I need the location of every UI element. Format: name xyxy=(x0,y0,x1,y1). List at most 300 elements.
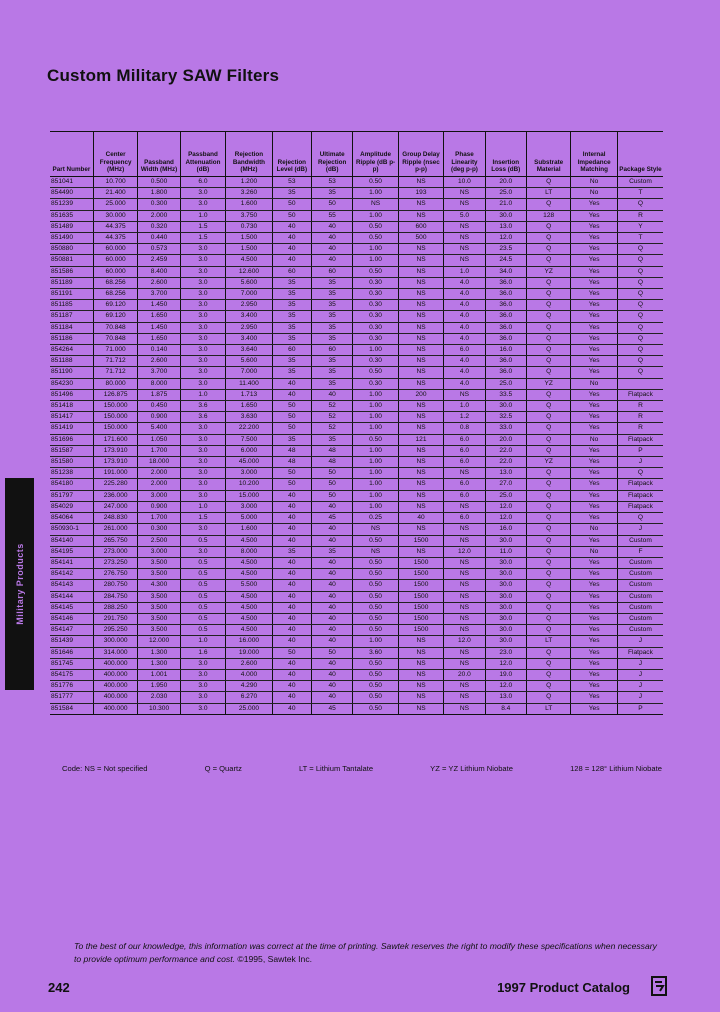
table-cell: Custom xyxy=(617,557,663,568)
table-cell: 30.0 xyxy=(485,613,526,624)
table-cell: 3.0 xyxy=(180,669,225,680)
table-cell: LT xyxy=(526,188,570,199)
table-cell: 0.50 xyxy=(353,613,398,624)
table-cell: 5.500 xyxy=(226,580,273,591)
table-cell: 8.000 xyxy=(226,546,273,557)
table-cell: 40 xyxy=(398,513,443,524)
table-cell: Yes xyxy=(571,244,618,255)
table-cell: 6.0 xyxy=(180,177,225,188)
table-cell: 4.300 xyxy=(138,580,180,591)
table-cell: 1.650 xyxy=(138,311,180,322)
table-cell: 3.500 xyxy=(138,625,180,636)
table-cell: Q xyxy=(617,244,663,255)
table-cell: 3.000 xyxy=(138,490,180,501)
table-cell: Yes xyxy=(571,389,618,400)
table-cell: 3.0 xyxy=(180,356,225,367)
column-header: Insertion Loss (dB) xyxy=(485,132,526,177)
table-cell: 3.6 xyxy=(180,412,225,423)
table-cell: 55 xyxy=(311,210,352,221)
table-cell: 851777 xyxy=(50,692,93,703)
table-cell: 3.0 xyxy=(180,199,225,210)
table-cell: Custom xyxy=(617,535,663,546)
table-cell: 70.848 xyxy=(93,333,137,344)
table-cell: Yes xyxy=(571,356,618,367)
table-body xyxy=(50,177,663,715)
table-cell: 12.0 xyxy=(485,501,526,512)
table-cell: 851187 xyxy=(50,311,93,322)
table-cell: 69.120 xyxy=(93,300,137,311)
table-cell: J xyxy=(617,658,663,669)
table-cell: 50 xyxy=(311,468,352,479)
table-cell: Q xyxy=(617,289,663,300)
table-cell: 50 xyxy=(272,423,311,434)
table-cell: 0.50 xyxy=(353,177,398,188)
table-cell: 35 xyxy=(311,311,352,322)
table-cell: 851190 xyxy=(50,367,93,378)
table-row xyxy=(50,557,663,568)
table-cell: Q xyxy=(526,569,570,580)
table-cell: 851490 xyxy=(50,233,93,244)
table-cell: 16.000 xyxy=(226,636,273,647)
table-cell: 3.630 xyxy=(226,412,273,423)
table-cell: 0.30 xyxy=(353,356,398,367)
table-cell: 1.713 xyxy=(226,389,273,400)
table-cell: NS xyxy=(444,625,485,636)
table-cell: Yes xyxy=(571,513,618,524)
table-cell: NS xyxy=(444,389,485,400)
table-cell: 40 xyxy=(311,613,352,624)
table-cell: 0.30 xyxy=(353,378,398,389)
table-cell: 854144 xyxy=(50,591,93,602)
table-cell: YZ xyxy=(526,378,570,389)
table-cell: NS xyxy=(398,199,443,210)
table-cell: Q xyxy=(526,389,570,400)
table-cell: 0.50 xyxy=(353,681,398,692)
table-cell: Yes xyxy=(571,266,618,277)
table-cell: 236.000 xyxy=(93,490,137,501)
table-cell: 35 xyxy=(272,434,311,445)
table-cell: 1.450 xyxy=(138,300,180,311)
table-cell: 30.0 xyxy=(485,210,526,221)
table-cell: 50 xyxy=(272,401,311,412)
table-cell: 1.500 xyxy=(226,233,273,244)
column-header: Ultimate Rejection (dB) xyxy=(311,132,352,177)
table-cell: 35 xyxy=(272,300,311,311)
table-cell: 1.600 xyxy=(226,199,273,210)
table-cell: 20.0 xyxy=(485,177,526,188)
table-cell: Q xyxy=(526,658,570,669)
table-cell: 3.0 xyxy=(180,300,225,311)
table-row xyxy=(50,602,663,613)
table-cell: 30.0 xyxy=(485,401,526,412)
table-cell: NS xyxy=(444,647,485,658)
table-cell: 3.0 xyxy=(180,277,225,288)
table-cell: 53 xyxy=(311,177,352,188)
table-cell: NS xyxy=(398,658,443,669)
table-cell: 3.0 xyxy=(180,289,225,300)
table-cell: Yes xyxy=(571,692,618,703)
table-cell: 36.0 xyxy=(485,333,526,344)
table-cell: 3.0 xyxy=(180,457,225,468)
table-cell: Custom xyxy=(617,613,663,624)
table-cell: 3.0 xyxy=(180,524,225,535)
table-cell: 40 xyxy=(311,602,352,613)
table-cell: 247.000 xyxy=(93,501,137,512)
table-cell: Q xyxy=(617,199,663,210)
table-cell: 12.000 xyxy=(138,636,180,647)
table-cell: 40 xyxy=(272,703,311,714)
table-cell: 36.0 xyxy=(485,311,526,322)
table-cell: 3.0 xyxy=(180,479,225,490)
table-cell: 40 xyxy=(272,602,311,613)
table-cell: 0.50 xyxy=(353,602,398,613)
table-cell: 1.600 xyxy=(226,524,273,535)
table-cell: 400.000 xyxy=(93,681,137,692)
table-cell: 40 xyxy=(311,389,352,400)
table-cell: 1.200 xyxy=(226,177,273,188)
table-cell: 40 xyxy=(311,255,352,266)
table-cell: 4.0 xyxy=(444,356,485,367)
table-cell: 851417 xyxy=(50,412,93,423)
table-cell: 150.000 xyxy=(93,412,137,423)
table-cell: 1500 xyxy=(398,625,443,636)
table-cell: 854064 xyxy=(50,513,93,524)
table-cell: No xyxy=(571,524,618,535)
table-cell: Yes xyxy=(571,221,618,232)
table-row xyxy=(50,625,663,636)
table-cell: 5.400 xyxy=(138,423,180,434)
table-cell: 40 xyxy=(311,501,352,512)
table-cell: 854029 xyxy=(50,501,93,512)
table-cell: 21.0 xyxy=(485,199,526,210)
table-cell: 851419 xyxy=(50,423,93,434)
table-cell: 2.030 xyxy=(138,692,180,703)
table-cell: 50 xyxy=(272,412,311,423)
table-row xyxy=(50,367,663,378)
table-cell: 3.640 xyxy=(226,345,273,356)
column-header: Rejection Bandwidth (MHz) xyxy=(226,132,273,177)
table-cell: No xyxy=(571,434,618,445)
table-cell: 851489 xyxy=(50,221,93,232)
table-cell: 854175 xyxy=(50,669,93,680)
table-cell: 30.000 xyxy=(93,210,137,221)
table-cell: NS xyxy=(444,580,485,591)
table-cell: 0.300 xyxy=(138,524,180,535)
table-row xyxy=(50,233,663,244)
table-cell: 1.00 xyxy=(353,255,398,266)
table-cell: 3.0 xyxy=(180,345,225,356)
table-cell: 3.0 xyxy=(180,490,225,501)
table-cell: Q xyxy=(526,277,570,288)
table-cell: 3.000 xyxy=(138,546,180,557)
table-cell: 40 xyxy=(272,513,311,524)
table-cell: 4.500 xyxy=(226,557,273,568)
table-cell: 3.0 xyxy=(180,333,225,344)
table-row xyxy=(50,322,663,333)
table-row xyxy=(50,479,663,490)
table-row xyxy=(50,647,663,658)
table-cell: 3.0 xyxy=(180,255,225,266)
table-cell: 10.700 xyxy=(93,177,137,188)
table-cell: 30.0 xyxy=(485,591,526,602)
table-cell: 851587 xyxy=(50,445,93,456)
table-cell: Q xyxy=(526,681,570,692)
table-cell: NS xyxy=(398,177,443,188)
table-cell: NS xyxy=(398,300,443,311)
table-cell: NS xyxy=(398,255,443,266)
table-cell: 854195 xyxy=(50,546,93,557)
table-cell: 71.712 xyxy=(93,367,137,378)
table-cell: 40 xyxy=(272,221,311,232)
table-cell: 4.0 xyxy=(444,322,485,333)
table-cell: NS xyxy=(444,524,485,535)
table-cell: 35 xyxy=(311,367,352,378)
table-cell: 854143 xyxy=(50,580,93,591)
table-cell: Yes xyxy=(571,703,618,714)
table-cell: Flatpack xyxy=(617,389,663,400)
table-cell: Q xyxy=(526,692,570,703)
table-cell: 1.00 xyxy=(353,423,398,434)
table-cell: Q xyxy=(526,412,570,423)
table-cell: Yes xyxy=(571,322,618,333)
table-cell: Flatpack xyxy=(617,501,663,512)
table-row xyxy=(50,546,663,557)
table-cell: Q xyxy=(526,177,570,188)
table-cell: 850881 xyxy=(50,255,93,266)
table-cell: 3.500 xyxy=(138,569,180,580)
table-cell: NS xyxy=(444,591,485,602)
table-cell: 400.000 xyxy=(93,703,137,714)
table-cell: 1500 xyxy=(398,535,443,546)
table-cell: 128 xyxy=(526,210,570,221)
table-cell: No xyxy=(571,378,618,389)
table-cell: Q xyxy=(617,356,663,367)
table-cell: 3.0 xyxy=(180,322,225,333)
table-cell: 12.600 xyxy=(226,266,273,277)
table-cell: Yes xyxy=(571,479,618,490)
code-yz: YZ = YZ Lithium Niobate xyxy=(430,764,513,773)
table-cell: NS xyxy=(444,602,485,613)
table-cell: R xyxy=(617,423,663,434)
table-cell: 36.0 xyxy=(485,289,526,300)
table-cell: Q xyxy=(526,602,570,613)
table-row xyxy=(50,221,663,232)
table-row xyxy=(50,289,663,300)
table-cell: 1.00 xyxy=(353,210,398,221)
table-cell: 15.000 xyxy=(226,490,273,501)
table-cell: 4.500 xyxy=(226,535,273,546)
table-cell: 40 xyxy=(272,669,311,680)
table-cell: 295.250 xyxy=(93,625,137,636)
table-cell: 30.0 xyxy=(485,569,526,580)
table-cell: 35 xyxy=(311,322,352,333)
table-cell: 4.500 xyxy=(226,602,273,613)
table-cell: 1.00 xyxy=(353,445,398,456)
table-cell: 265.750 xyxy=(93,535,137,546)
header-row xyxy=(50,132,663,177)
table-cell: 4.500 xyxy=(226,569,273,580)
table-cell: NS xyxy=(398,546,443,557)
table-cell: 0.5 xyxy=(180,625,225,636)
table-cell: Y xyxy=(617,221,663,232)
table-cell: 40 xyxy=(311,669,352,680)
table-cell: 400.000 xyxy=(93,692,137,703)
table-cell: NS xyxy=(444,233,485,244)
table-cell: 2.000 xyxy=(138,468,180,479)
table-cell: Q xyxy=(526,356,570,367)
table-cell: 1.875 xyxy=(138,389,180,400)
section-side-tab xyxy=(5,478,34,690)
column-header: Package Style xyxy=(617,132,663,177)
table-cell: Q xyxy=(617,322,663,333)
table-cell: 854230 xyxy=(50,378,93,389)
table-cell: NS xyxy=(398,333,443,344)
table-cell: 40 xyxy=(311,524,352,535)
table-cell: 4.500 xyxy=(226,625,273,636)
table-row xyxy=(50,457,663,468)
table-cell: 4.0 xyxy=(444,378,485,389)
table-cell: 314.000 xyxy=(93,647,137,658)
table-cell: 0.500 xyxy=(138,177,180,188)
table-cell: 8.000 xyxy=(138,378,180,389)
table-cell: 18.000 xyxy=(138,457,180,468)
table-cell: 6.0 xyxy=(444,513,485,524)
table-cell: NS xyxy=(398,669,443,680)
table-cell: 3.0 xyxy=(180,434,225,445)
table-cell: 68.256 xyxy=(93,289,137,300)
table-cell: 150.000 xyxy=(93,401,137,412)
table-cell: Yes xyxy=(571,255,618,266)
table-cell: 40 xyxy=(311,535,352,546)
page-title: Custom Military SAW Filters xyxy=(47,66,280,85)
table-cell: 0.5 xyxy=(180,580,225,591)
table-cell: 40 xyxy=(311,233,352,244)
table-cell: 1500 xyxy=(398,591,443,602)
table-cell: 45.000 xyxy=(226,457,273,468)
table-cell: 1.700 xyxy=(138,445,180,456)
table-cell: 851191 xyxy=(50,289,93,300)
column-header: Group Delay Ripple (nsec p-p) xyxy=(398,132,443,177)
table-cell: Q xyxy=(526,535,570,546)
table-cell: YZ xyxy=(526,457,570,468)
table-cell: 850880 xyxy=(50,244,93,255)
table-cell: 40 xyxy=(311,580,352,591)
table-cell: 25.0 xyxy=(485,490,526,501)
table-cell: Q xyxy=(617,345,663,356)
table-cell: 33.5 xyxy=(485,389,526,400)
table-cell: NS xyxy=(398,703,443,714)
filters-table-container xyxy=(50,131,663,715)
table-cell: 22.0 xyxy=(485,457,526,468)
table-cell: 854146 xyxy=(50,613,93,624)
table-row xyxy=(50,658,663,669)
table-cell: 6.0 xyxy=(444,490,485,501)
table-cell: 0.50 xyxy=(353,669,398,680)
table-cell: 851745 xyxy=(50,658,93,669)
table-cell: Yes xyxy=(571,277,618,288)
table-cell: No xyxy=(571,188,618,199)
table-cell: 0.50 xyxy=(353,266,398,277)
table-cell: J xyxy=(617,524,663,535)
table-cell: 60 xyxy=(272,266,311,277)
table-cell: J xyxy=(617,681,663,692)
table-cell: 0.440 xyxy=(138,233,180,244)
table-cell: 0.900 xyxy=(138,501,180,512)
table-cell: 0.5 xyxy=(180,602,225,613)
table-cell: P xyxy=(617,703,663,714)
table-cell: 0.320 xyxy=(138,221,180,232)
table-cell: 40 xyxy=(311,625,352,636)
table-cell: 284.750 xyxy=(93,591,137,602)
table-cell: 25.000 xyxy=(226,703,273,714)
table-cell: 16.0 xyxy=(485,524,526,535)
table-cell: 6.0 xyxy=(444,457,485,468)
table-row xyxy=(50,434,663,445)
table-cell: Yes xyxy=(571,669,618,680)
table-cell: 3.0 xyxy=(180,546,225,557)
table-cell: 40 xyxy=(272,244,311,255)
table-cell: Flatpack xyxy=(617,647,663,658)
table-cell: 2.600 xyxy=(138,277,180,288)
table-cell: 10.0 xyxy=(444,177,485,188)
table-cell: 44.375 xyxy=(93,233,137,244)
table-cell: 25.0 xyxy=(485,188,526,199)
table-cell: Q xyxy=(526,468,570,479)
table-row xyxy=(50,569,663,580)
table-cell: 0.573 xyxy=(138,244,180,255)
table-cell: Yes xyxy=(571,401,618,412)
table-cell: 13.0 xyxy=(485,221,526,232)
table-cell: 60 xyxy=(272,345,311,356)
table-cell: 4.0 xyxy=(444,300,485,311)
table-cell: 35 xyxy=(272,188,311,199)
table-cell: J xyxy=(617,669,663,680)
table-cell: 25.0 xyxy=(485,378,526,389)
table-cell: 248.830 xyxy=(93,513,137,524)
table-cell: 50 xyxy=(311,490,352,501)
table-cell: 40 xyxy=(311,658,352,669)
table-cell: NS xyxy=(444,188,485,199)
table-cell: Q xyxy=(617,255,663,266)
table-cell: 19.000 xyxy=(226,647,273,658)
table-row xyxy=(50,692,663,703)
table-cell: NS xyxy=(444,658,485,669)
table-cell: 50 xyxy=(272,199,311,210)
table-cell: 48 xyxy=(311,445,352,456)
table-row xyxy=(50,401,663,412)
table-row xyxy=(50,513,663,524)
table-cell: NS xyxy=(398,681,443,692)
table-cell: NS xyxy=(353,546,398,557)
table-cell: 25.000 xyxy=(93,199,137,210)
table-cell: Custom xyxy=(617,602,663,613)
table-cell: Yes xyxy=(571,412,618,423)
sawtek-logo-icon xyxy=(650,975,668,997)
table-cell: 35 xyxy=(272,289,311,300)
table-cell: NS xyxy=(398,490,443,501)
table-cell: NS xyxy=(398,524,443,535)
table-cell: 2.600 xyxy=(138,356,180,367)
table-cell: 7.500 xyxy=(226,434,273,445)
table-cell: 1.6 xyxy=(180,647,225,658)
code-128: 128 = 128° Lithium Niobate xyxy=(570,764,662,773)
table-cell: 851496 xyxy=(50,389,93,400)
table-cell: 50 xyxy=(272,210,311,221)
table-cell: 5.600 xyxy=(226,277,273,288)
table-row xyxy=(50,199,663,210)
table-cell: 851188 xyxy=(50,356,93,367)
table-cell: 0.50 xyxy=(353,535,398,546)
